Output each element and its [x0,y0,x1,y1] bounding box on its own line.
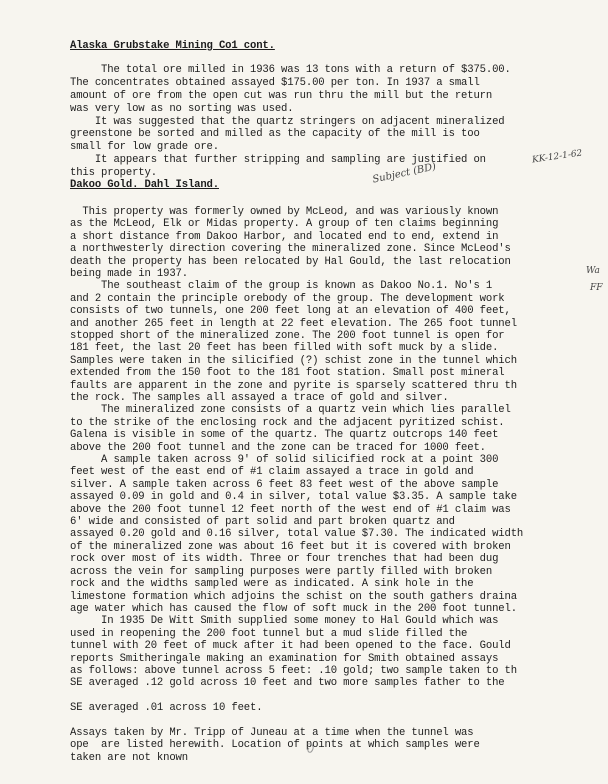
text-line: across the vein for sampling purposes were partly filled with broken [70,565,493,578]
text-line: a short distance from Dakoo Harbor, and located end to end, extend in [70,230,499,243]
text-line: stopped short of the mineralized zone. The 200 foot tunnel is open for [70,329,505,342]
page-mark-icon [305,742,317,758]
subject-annotation: Subject (BD) [371,161,438,186]
text-line: It appears that further stripping and sampling are justified on [70,154,486,167]
text-line: feet west of the east end of #1 claim assayed a trace in gold and [70,466,474,479]
text-line: and 2 contain the principle orebody of the group. The development work [70,292,505,305]
text-line: greenstone be sorted and milled as the capacity of the mill is too [70,128,480,141]
text-line: Galena is visible in some of the quartz. The quartz outcrops 140 feet [70,429,499,442]
text-line: being made in 1937. [70,267,188,280]
text-line: The concentrates obtained assayed $175.00 per ton. In 1937 a small [70,76,480,89]
text-line: In 1935 De Witt Smith supplied some money to Hal Gould which was [70,615,499,628]
text-line: small for low grade ore. [70,141,219,154]
text-line: faults are apparent in the zone and pyrite is sparsely scattered thru th [70,379,517,392]
text-line: It was suggested that the quartz stringers on adjacent mineralized [70,115,505,128]
text-line: ope are listed herewith. Location of points at which samples were [70,739,480,752]
text-line: reports Smitheringale making an examination for Smith obtained assays [70,652,499,665]
date-annotation: KK-12-1-62 [531,148,583,166]
text-line: Assays taken by Mr. Tripp of Juneau at a time when the tunnel was [70,726,474,739]
text-line [70,690,590,702]
text-line: of the mineralized zone was about 16 feet but it is covered with broken [70,540,511,553]
text-line: consists of two tunnels, one 200 feet long at an elevation of 400 feet, [70,305,511,318]
section-heading: Dakoo Gold. Dahl Island. [70,179,219,191]
text-line: the rock. The samples all assayed a trace of gold and silver. [70,392,449,404]
text-line: as follows: above tunnel across 5 feet: .10 gold; two sample taken to th [70,664,517,677]
margin-note-1: Wa [586,266,600,276]
text-line: rock over most of its width. Three or four trenches that had been dug [70,553,499,566]
text-line: assayed 0.09 in gold and 0.4 in silver, total value $3.35. A sample take [70,491,517,504]
text-line: assayed 0.20 gold and 0.16 silver, total value $7.30. The indicated width [70,528,524,541]
text-line: this property. [70,167,157,180]
text-line: The mineralized zone consists of a quartz vein which lies parallel [70,404,511,417]
text-line: SE averaged .01 across 10 feet. [70,702,263,715]
text-line: used in reopening the 200 foot tunnel but a mud slide filled the [70,627,468,640]
text-line: was very low as no sorting was used. [70,102,294,115]
text-line: tunnel with 20 feet of muck after it had been opened to the face. Gould [70,640,511,653]
text-line: 6' wide and consisted of part solid and part broken quartz and [70,516,455,529]
section-dakoo-gold [70,179,590,764]
text-line: age water which has caused the flow of soft muck in the 200 foot tunnel. [70,602,517,615]
text-line: The southeast claim of the group is known as Dakoo No.1. No's 1 [70,280,493,293]
text-line: amount of ore from the open cut was run thru the mill but the return [70,89,493,102]
text-line: 181 feet, the last 20 feet has been filled with soft muck by a slide. [70,342,499,355]
text-line: and another 265 feet in length at 22 feet elevation. The 265 foot tunnel [70,317,517,330]
section-body [70,64,590,180]
text-line: silver. A sample taken across 6 feet 83 feet west of the above sample [70,478,499,491]
section-body [70,206,590,764]
text-line [70,715,590,727]
section-grubstake [70,40,590,180]
text-line: above the 200 foot tunnel 12 feet north of the west end of #1 claim was [70,503,511,516]
text-line: to the strike of the enclosing rock and the adjacent pyritized schist. [70,416,505,429]
margin-note-2: FF [590,283,603,293]
text-line: taken are not known [70,751,188,764]
text-line: a northwesterly direction covering the mineralized zone. Since McLeod's [70,243,511,256]
section-heading: Alaska Grubstake Mining Co1 cont. [70,40,275,52]
text-line: The total ore milled in 1936 was 13 tons with a return of $375.00. [70,63,511,76]
text-line: death the property has been relocated by Hal Gould, the last relocation [70,255,511,268]
text-line: A sample taken across 9' of solid silicified rock at a point 300 [70,454,499,467]
text-line: This property was formerly owned by McLeod, and was variously known [70,205,499,218]
text-line: rock and the widths sampled were as indicated. A sink hole in the [70,578,474,591]
text-line: SE averaged .12 gold across 10 feet and two more samples father to the [70,677,505,690]
text-line: Samples were taken in the silicified (?) schist zone in the tunnel which [70,354,517,367]
text-line: extended from the 150 foot to the 181 foot station. Small post mineral [70,367,505,380]
text-line: as the McLeod, Elk or Midas property. A group of ten claims beginning [70,218,499,231]
text-line: above the 200 foot tunnel and the zone can be traced for 1000 feet. [70,441,486,454]
text-line: limestone formation which adjoins the schist on the south gathers draina [70,590,517,603]
